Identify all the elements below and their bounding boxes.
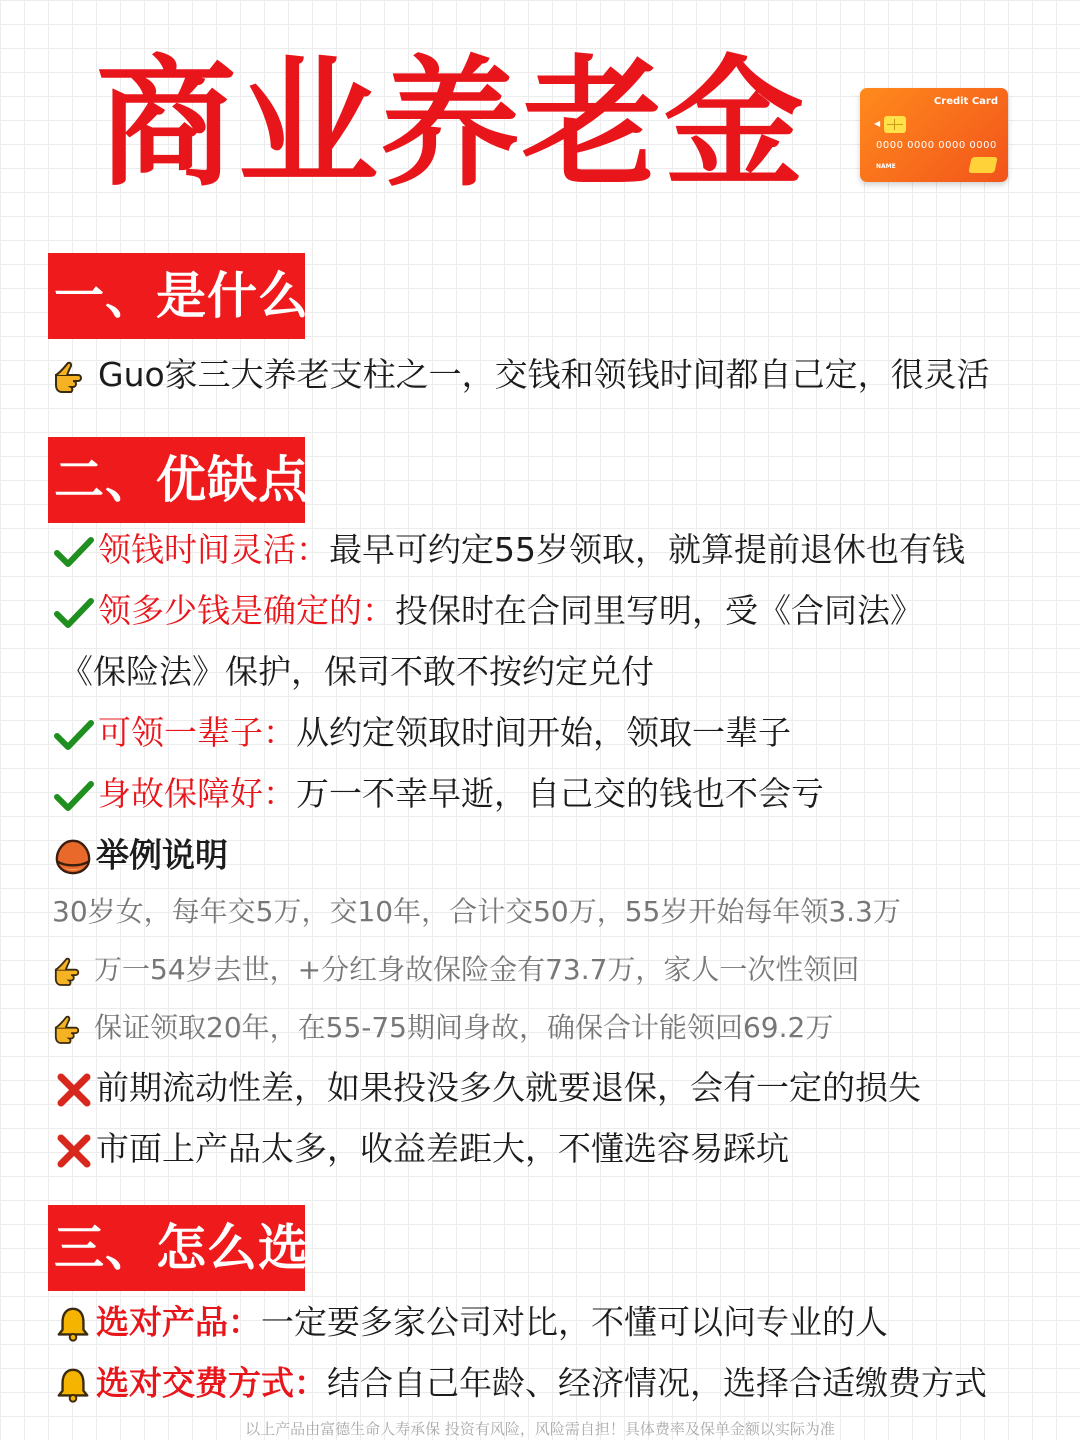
pointing-hand-icon (54, 1015, 90, 1044)
choose-label: 选对产品： (96, 1302, 261, 1342)
check-mark-icon (54, 719, 94, 751)
pro-item (54, 591, 923, 630)
choose-label: 选对交费方式： (96, 1363, 327, 1403)
card-sim-icon (968, 157, 997, 173)
pro-item (54, 530, 965, 569)
example-line-text: 万一54岁去世，+分红身故保险金有73.7万，家人一次性领回 (94, 953, 860, 986)
cross-mark-icon (56, 1133, 92, 1169)
section1-text: Guo家三大养老支柱之一，交钱和领钱时间都自己定，很灵活 (98, 355, 990, 394)
pro-label: 领钱时间灵活： (98, 530, 329, 569)
section-heading-pros-cons: 二、优缺点 (48, 437, 305, 523)
card-chip-icon (884, 116, 906, 133)
cross-mark-icon (56, 1072, 92, 1108)
pro-text-continued: 《保险法》保护，保司不敢不按约定兑付 (60, 652, 654, 691)
example-line (54, 1011, 834, 1044)
choose-item (54, 1363, 987, 1404)
check-mark-icon (54, 780, 94, 812)
pro-text: 投保时在合同里写明，受《合同法》 (395, 591, 923, 630)
pointing-hand-icon (54, 361, 94, 393)
bell-icon (54, 1366, 92, 1404)
example-line: 30岁女，每年交5万，交10年，合计交50万，55岁开始每年领3.3万 (52, 895, 901, 928)
check-mark-icon (54, 597, 94, 629)
pointing-hand-icon (54, 957, 90, 986)
pro-item (54, 713, 791, 752)
card-number: 0000 0000 0000 0000 (876, 140, 997, 151)
section-heading-what: 一、是什么 (48, 253, 305, 339)
pro-label: 身故保障好： (98, 774, 296, 813)
choose-text: 一定要多家公司对比，不懂可以问专业的人 (261, 1302, 888, 1342)
section-heading-how-to-choose: 三、怎么选 (48, 1205, 305, 1291)
bell-icon (54, 1305, 92, 1343)
example-heading: 举例说明 (96, 835, 228, 875)
pro-label: 可领一辈子： (98, 713, 296, 752)
example-line (54, 953, 860, 986)
card-name: NAME (876, 163, 896, 170)
pro-text: 万一不幸早逝，自己交的钱也不会亏 (296, 774, 824, 813)
page-title: 商业养老金 (96, 43, 807, 206)
pro-text: 最早可约定55岁领取，就算提前退休也有钱 (329, 530, 965, 569)
con-item (56, 1129, 789, 1169)
choose-text: 结合自己年龄、经济情况，选择合适缴费方式 (327, 1363, 987, 1403)
con-text: 前期流动性差，如果投没多久就要退保，会有一定的损失 (96, 1068, 921, 1107)
choose-item (54, 1302, 888, 1343)
pro-item (54, 774, 824, 813)
example-heading-row (54, 835, 228, 876)
example-line-text: 保证领取20年，在55-75期间身故，确保合计能领回69.2万 (94, 1011, 834, 1044)
pro-label: 领多少钱是确定的： (98, 591, 395, 630)
chestnut-icon (54, 838, 92, 876)
card-label: Credit Card (933, 96, 998, 107)
pro-text: 从约定领取时间开始，领取一辈子 (296, 713, 791, 752)
credit-card-icon (860, 88, 1008, 182)
section1-line (54, 355, 990, 394)
con-text: 市面上产品太多，收益差距大，不懂选容易踩坑 (96, 1129, 789, 1168)
disclaimer-footer: 以上产品由富德生命人寿承保 投资有风险，风险需自担！具体费率及保单金额以实际为准 (245, 1420, 835, 1438)
check-mark-icon (54, 536, 94, 568)
card-arrow-icon: ◀ (874, 119, 881, 128)
con-item (56, 1068, 921, 1108)
